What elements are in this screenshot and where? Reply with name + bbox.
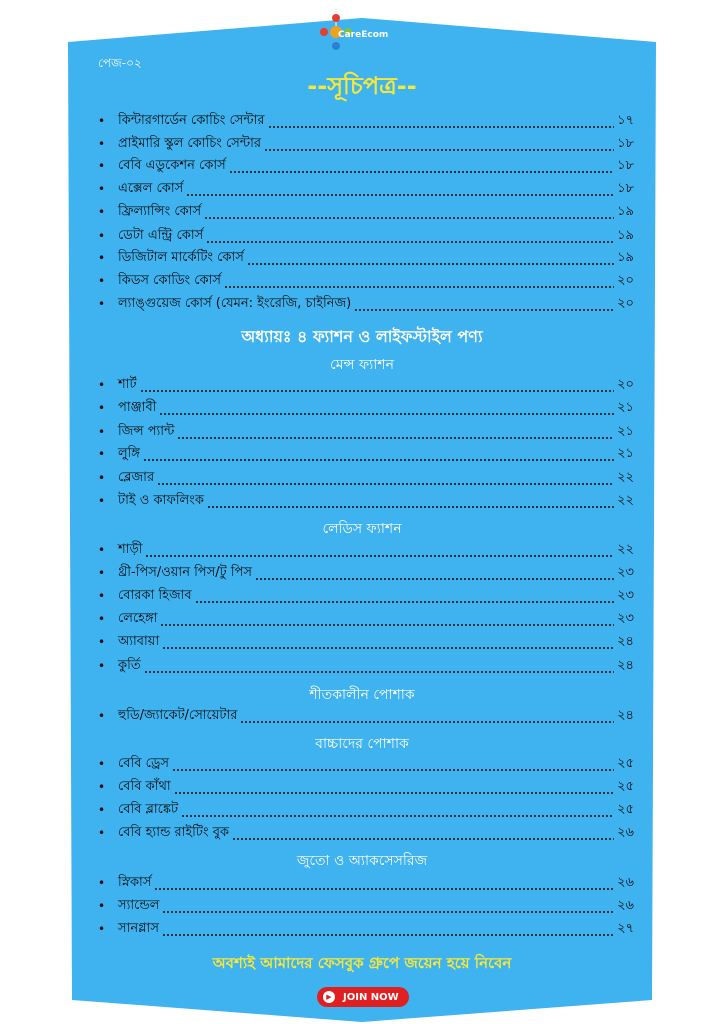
entry-label: কুর্তি (118, 657, 141, 673)
dot-leader (154, 873, 614, 893)
toc-entry (98, 563, 634, 583)
dot-leader (224, 271, 614, 291)
bullet: • (98, 425, 106, 439)
dot-leader (143, 444, 614, 464)
winter-clothing-heading: শীতকালীন পোশাক (309, 687, 415, 703)
entry-label: শার্ট (118, 376, 137, 392)
bullet: • (98, 114, 106, 128)
bullet: • (98, 566, 106, 580)
bullet: • (98, 803, 106, 817)
bullet: • (98, 543, 106, 557)
entry-page: ২২ (617, 541, 634, 557)
page-label: পেজ-০২ (98, 56, 142, 70)
play-icon: ▶ (323, 991, 335, 1003)
entry-page: ১৯ (617, 227, 634, 243)
bullet: • (98, 159, 106, 173)
toc-entry (98, 248, 634, 268)
entry-page: ১৮ (617, 157, 634, 173)
toc-entry (98, 632, 634, 652)
toc-entry (98, 540, 634, 560)
bullet: • (98, 757, 106, 771)
facebook-group-note: অবশ্যই আমাদের ফেসবুক গ্রুপে জয়েন হয়ে নিবেন (212, 954, 512, 972)
logo-text: CareEcom (338, 30, 389, 40)
dot-leader (181, 800, 614, 820)
entry-label: বেবি ড্রেস (118, 755, 169, 771)
entry-label: হুডি/জ্যাকেট/সোয়েটার (118, 707, 238, 723)
entry-label: বেবি ব্লাঙ্কেট (118, 801, 179, 817)
entry-page: ২১ (617, 399, 634, 415)
mens-fashion-heading: মেন্স ফ্যাশন (330, 357, 394, 373)
entry-label: ফ্রিল্যান্সিং কোর্স (118, 203, 202, 219)
shoes-accessories-heading: জুতো ও অ্যাকসেসরিজ (296, 853, 428, 869)
toc-entry (98, 873, 634, 893)
bullet: • (98, 899, 106, 913)
dot-leader (268, 111, 615, 131)
entry-page: ১৯ (617, 203, 634, 219)
entry-label: সানগ্লাস (118, 920, 159, 936)
dot-leader (162, 632, 614, 652)
bullet: • (98, 471, 106, 485)
entry-label: বোরকা হিজাব (118, 587, 192, 603)
dot-leader (144, 656, 615, 676)
toc-entry (98, 179, 634, 199)
bullet: • (98, 401, 106, 415)
toc-entry (98, 226, 634, 246)
dot-leader (264, 134, 614, 154)
toc-entry (98, 422, 634, 442)
bullet: • (98, 635, 106, 649)
entry-label: কিন্টারগার্ডেন কোচিং সেন্টার (118, 112, 265, 128)
dot-leader (159, 398, 614, 418)
join-now-label: JOIN NOW (343, 991, 399, 1003)
bullet: • (98, 589, 106, 603)
join-now-button[interactable] (317, 987, 409, 1007)
entry-page: ২০ (617, 272, 634, 288)
entry-page: ২১ (617, 423, 634, 439)
entry-page: ২৬ (617, 824, 634, 840)
entry-page: ২৫ (617, 778, 634, 794)
entry-label: ডেটা এন্ট্রি কোর্স (118, 227, 204, 243)
dot-leader (247, 248, 614, 268)
entry-page: ২৭ (617, 920, 634, 936)
bullet: • (98, 447, 106, 461)
bullet: • (98, 205, 106, 219)
entry-label: থ্রী-পিস/ওয়ান পিস/টু পিস (118, 564, 252, 580)
toc-entry (98, 777, 634, 797)
toc-entry (98, 656, 634, 676)
toc-entry (98, 134, 634, 154)
page-title: --সূচিপত্র-- (307, 72, 417, 100)
toc-entry (98, 823, 634, 843)
toc-entry (98, 919, 634, 939)
toc-entry (98, 156, 634, 176)
entry-label: কিডস কোডিং কোর্স (118, 272, 221, 288)
toc-entry (98, 609, 634, 629)
dot-leader (186, 179, 614, 199)
entry-page: ১৮ (617, 180, 634, 196)
toc-entry (98, 444, 634, 464)
toc-entry (98, 111, 634, 131)
entry-page: ২৪ (617, 633, 634, 649)
toc-entry (98, 375, 634, 395)
entry-page: ২৩ (617, 610, 634, 626)
bullet: • (98, 494, 106, 508)
entry-page: ২৫ (617, 755, 634, 771)
entry-page: ১৮ (617, 135, 634, 151)
entry-label: লুঙ্গি (118, 445, 141, 461)
entry-page: ২১ (617, 445, 634, 461)
dot-leader (240, 706, 614, 726)
entry-page: ২৬ (617, 874, 634, 890)
toc-entry (98, 271, 634, 291)
dot-leader (145, 540, 614, 560)
toc-entry (98, 586, 634, 606)
dot-leader (255, 563, 614, 583)
bullet: • (98, 274, 106, 288)
bullet: • (98, 922, 106, 936)
bullet: • (98, 709, 106, 723)
dot-leader (229, 156, 614, 176)
entry-page: ২২ (617, 492, 634, 508)
dot-leader (206, 226, 614, 246)
entry-label: স্যান্ডেল (118, 897, 160, 913)
entry-page: ১৯ (617, 249, 634, 265)
ladies-fashion-heading: লেডিস ফ্যাশন (322, 521, 402, 537)
entry-label: শাড়ী (118, 541, 143, 557)
dot-leader (207, 491, 614, 511)
entry-label: অ্যাবায়া (118, 633, 160, 649)
toc-entry (98, 202, 634, 222)
dot-leader (195, 586, 614, 606)
bullet: • (98, 137, 106, 151)
dot-leader (204, 202, 614, 222)
entry-label: টাই ও কাফলিংক (118, 492, 204, 508)
dot-leader (162, 896, 614, 916)
bullet: • (98, 780, 106, 794)
dot-leader (162, 919, 614, 939)
entry-label: বেবি কাঁথা (118, 778, 171, 794)
dot-leader (174, 777, 614, 797)
entry-label: পাঞ্জাবী (118, 399, 157, 415)
entry-page: ২৬ (617, 897, 634, 913)
toc-entry (98, 294, 634, 314)
entry-label: ডিজিটাল মার্কেটিং কোর্স (118, 249, 244, 265)
entry-label: স্নিকার্স (118, 874, 152, 890)
bullet: • (98, 826, 106, 840)
bullet: • (98, 378, 106, 392)
entry-page: ২৫ (617, 801, 634, 817)
bullet: • (98, 182, 106, 196)
toc-entry (98, 491, 634, 511)
bullet: • (98, 297, 106, 311)
entry-page: ২৩ (617, 564, 634, 580)
kids-clothing-heading: বাচ্চাদের পোশাক (315, 736, 409, 752)
toc-entry (98, 800, 634, 820)
entry-label: লেহেঙ্গা (118, 610, 158, 626)
entry-label: ব্লেজার (118, 469, 155, 485)
entry-page: ২৪ (617, 657, 634, 673)
entry-label: ল্যাঙ্গুয়েজ কোর্স (যেমন: ইংরেজি, চাইনিজ) (118, 295, 352, 311)
dot-leader (232, 823, 614, 843)
entry-label: বেবি হ্যান্ড রাইটিং বুক (118, 824, 230, 840)
bullet: • (98, 876, 106, 890)
toc-entry (98, 398, 634, 418)
entry-page: ১৭ (617, 112, 634, 128)
toc-entry (98, 896, 634, 916)
entry-page: ২০ (617, 295, 634, 311)
dot-leader (172, 754, 614, 774)
entry-label: বেবি এডুকেশন কোর্স (118, 157, 226, 173)
dot-leader (140, 375, 615, 395)
dot-leader (354, 294, 614, 314)
chapter-heading: অধ্যায়ঃ ৪ ফ্যাশন ও লাইফস্টাইল পণ্য (241, 327, 483, 346)
dot-leader (160, 609, 614, 629)
toc-entry (98, 754, 634, 774)
toc-entry (98, 706, 634, 726)
entry-page: ২৪ (617, 707, 634, 723)
entry-label: জিন্স প্যান্ট (118, 423, 175, 439)
entry-page: ২৩ (617, 587, 634, 603)
bullet: • (98, 612, 106, 626)
entry-label: এক্সেল কোর্স (118, 180, 184, 196)
dot-leader (157, 468, 614, 488)
entry-label: প্রাইমারি স্কুল কোচিং সেন্টার (118, 135, 262, 151)
bullet: • (98, 659, 106, 673)
entry-page: ২০ (617, 376, 634, 392)
toc-entry (98, 468, 634, 488)
entry-page: ২২ (617, 469, 634, 485)
bullet: • (98, 251, 106, 265)
bullet: • (98, 229, 106, 243)
dot-leader (177, 422, 614, 442)
